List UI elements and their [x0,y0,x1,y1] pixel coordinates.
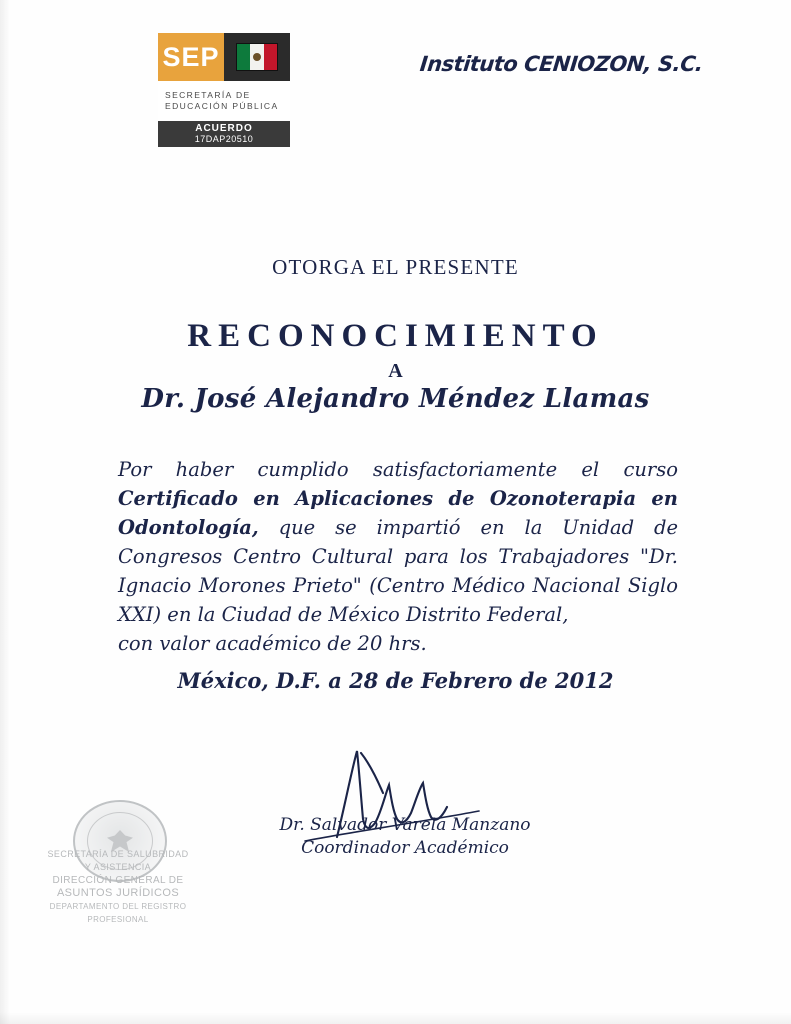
seal-line-3: DIRECCIÓN GENERAL DE [52,875,184,886]
seal-line-2: Y ASISTENCIA [84,862,152,872]
sep-acuerdo-block [158,121,290,147]
sep-ministry-line1: SECRETARÍA DE [165,90,251,100]
sep-ministry-line2: EDUCACIÓN PÚBLICA [165,101,279,111]
sep-ministry-name [158,81,290,121]
body-intro: Por haber cumplido satisfactoriamente el curso [118,458,678,481]
page-edge-shadow-left [0,0,10,1024]
grants-line: OTORGA EL PRESENTE [272,255,519,279]
acuerdo-label: ACUERDO [195,123,253,134]
seal-line-4: ASUNTOS JURÍDICOS [56,887,180,899]
course-name: Certificado en Aplicaciones de Ozonoterapia en Odontología, [118,487,678,539]
sep-logo-top [158,33,290,81]
signature-block [255,750,555,870]
mexican-flag-icon [224,33,290,81]
page-edge-shadow-bottom [0,1012,791,1024]
signatory-name: Dr. Salvador Varela Manzano [279,815,531,835]
acuerdo-number: 17DAP20510 [194,134,254,144]
sep-logo [158,33,290,155]
institute-name: Instituto CENIOZON, S.C. [418,52,704,76]
sep-acronym-block [158,33,224,81]
sep-acronym-text: SEP [162,41,220,72]
award-title: RECONOCIMIENTO [187,318,604,354]
seal-text [28,848,208,926]
body-last-line: con valor académico de 20 hrs. [118,632,427,655]
body-rest: que se impartió en la Unidad de Congresos Centro Cultural para los Trabajadores "Dr. Ignacio Morones Prieto" (Centro Médico Nacional Siglo XXI) en la Ciudad de México Distrito Federal, [118,516,678,626]
signatory-title: Coordinador Académico [301,838,509,858]
to-word: A [388,360,403,382]
place-and-date: México, D.F. a 28 de Febrero de 2012 [177,668,614,693]
official-seal [28,800,208,924]
seal-line-5: DEPARTAMENTO DEL REGISTRO PROFESIONAL [49,902,187,924]
seal-line-1: SECRETARÍA DE SALUBRIDAD [47,849,189,859]
certificate-body [118,455,678,658]
flag-graphic [236,43,278,71]
recipient-name: Dr. José Alejandro Méndez Llamas [141,384,650,414]
